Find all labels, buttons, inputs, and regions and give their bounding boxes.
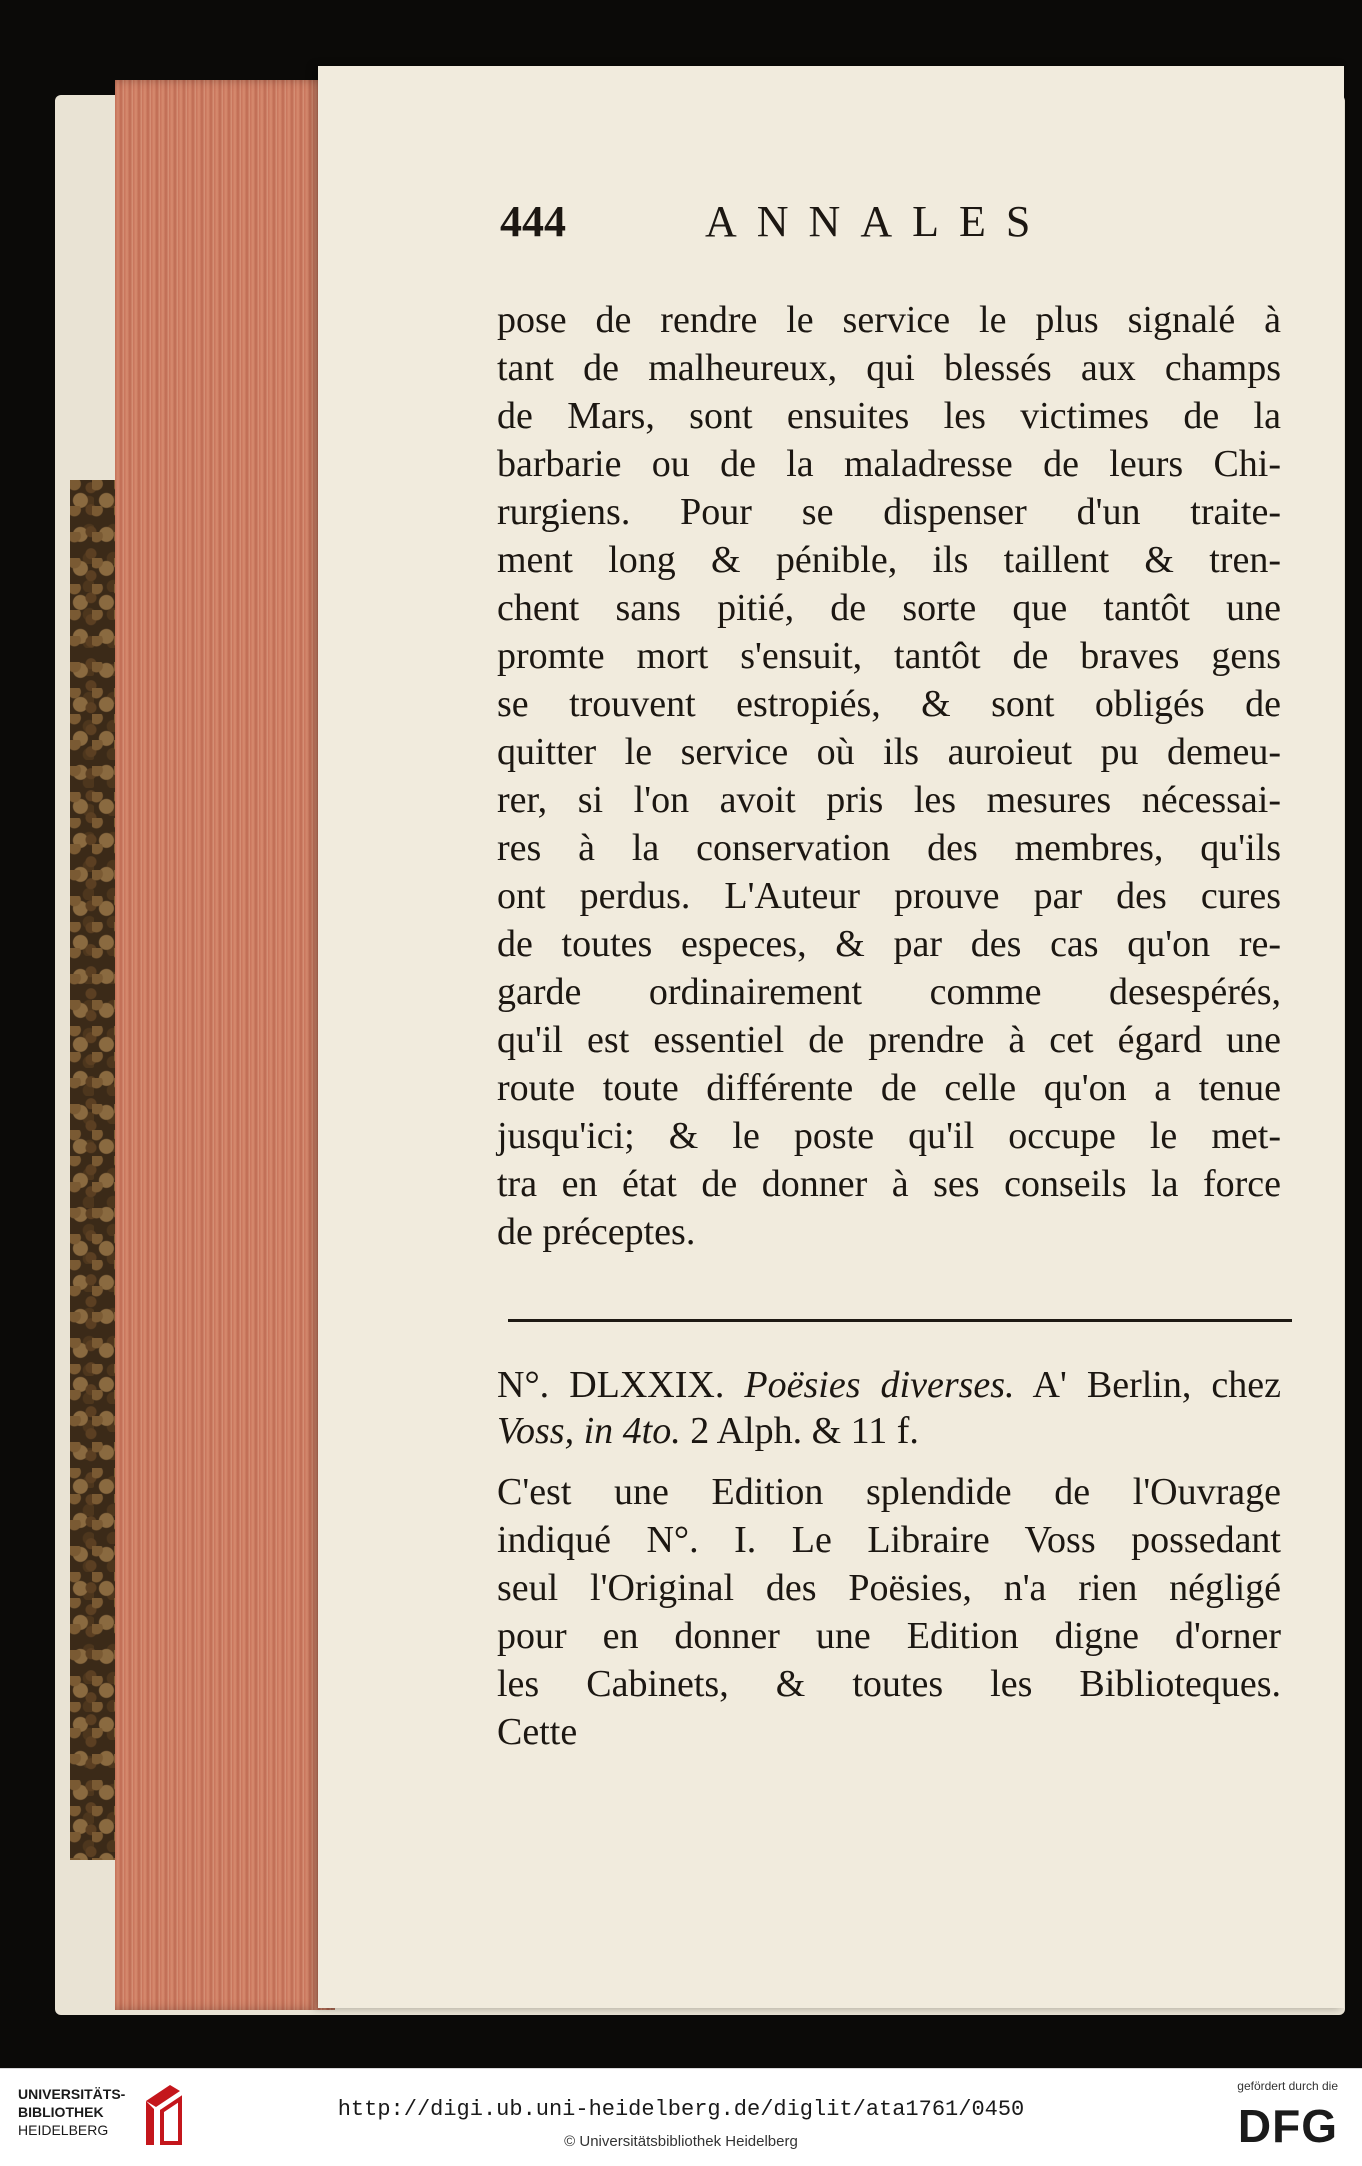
text-line: tant de malheureux, qui blessés aux champs <box>497 347 1281 389</box>
text-line: pose de rendre le service le plus signalé à <box>497 299 1281 341</box>
copyright-text: © Universitätsbibliothek Heidelberg <box>564 2133 798 2150</box>
text-line: jusqu'ici; & le poste qu'il occupe le met- <box>497 1115 1281 1157</box>
funding-caption: gefördert durch die <box>1237 2079 1338 2093</box>
page-url-link[interactable]: http://digi.ub.uni-heidelberg.de/diglit/ata1761/0450 <box>337 2097 1025 2122</box>
text-line: rurgiens. Pour se dispenser d'un traite- <box>497 491 1281 533</box>
entry-description <box>497 1468 1281 1756</box>
text-line: chent sans pitié, de sorte que tantôt une <box>497 587 1281 629</box>
catalog-entry <box>497 1362 1281 1454</box>
section-rule <box>508 1319 1292 1322</box>
entry-title: Poësies diverses. <box>744 1364 1015 1406</box>
dfg-logo[interactable]: DFG <box>1237 2100 1338 2152</box>
text-line: garde ordinairement comme desespérés, <box>497 971 1281 1013</box>
page-header <box>500 196 1300 256</box>
page-fore-edge <box>115 80 335 2010</box>
text-line: de préceptes. <box>497 1211 696 1253</box>
running-title: ANNALES <box>705 197 1051 246</box>
entry-format: in 4to. <box>583 1410 681 1452</box>
text-line: de toutes especes, & par des cas qu'on re- <box>497 923 1281 965</box>
text-line: qu'il est essentiel de prendre à cet égard une <box>497 1019 1281 1061</box>
viewer-footer <box>0 2068 1362 2166</box>
text-line: C'est une Edition splendide de l'Ouvrage <box>497 1471 1281 1513</box>
text-line: indiqué N°. I. Le Libraire Voss possedant <box>497 1519 1281 1561</box>
page-number: 444 <box>500 197 566 246</box>
text-line: se trouvent estropiés, & sont obligés de <box>497 683 1281 725</box>
library-name-line1: UNIVERSITÄTS- <box>18 2086 126 2102</box>
text-line: res à la conservation des membres, qu'ils <box>497 827 1281 869</box>
text-line: tra en état de donner à ses conseils la force <box>497 1163 1281 1205</box>
catchword: Cette <box>497 1711 578 1753</box>
library-name-line3: HEIDELBERG <box>18 2122 109 2138</box>
text-line: ont perdus. L'Auteur prouve par des cures <box>497 875 1281 917</box>
entry-extent: 2 Alph. & 11 f. <box>690 1410 919 1452</box>
text-line: promte mort s'ensuit, tantôt de braves gens <box>497 635 1281 677</box>
text-line: seul l'Original des Poësies, n'a rien négligé <box>497 1567 1281 1609</box>
text-line: pour en donner une Edition digne d'orner <box>497 1615 1281 1657</box>
entry-place: A' Berlin, chez <box>1032 1364 1282 1406</box>
text-line: quitter le service où ils auroieut pu demeu- <box>497 731 1281 773</box>
text-line: ment long & pénible, ils taillent & tren- <box>497 539 1281 581</box>
text-line: de Mars, sont ensuites les victimes de la <box>497 395 1281 437</box>
text-line: route toute différente de celle qu'on a tenue <box>497 1067 1281 1109</box>
text-line: barbarie ou de la maladresse de leurs Chi- <box>497 443 1281 485</box>
text-line: les Cabinets, & toutes les Biblioteques. <box>497 1663 1281 1705</box>
text-line: rer, si l'on avoit pris les mesures nécessai- <box>497 779 1281 821</box>
library-name-line2: BIBLIOTHEK <box>18 2104 104 2120</box>
entry-number: N°. DLXXIX. <box>497 1364 725 1406</box>
entry-publisher: Voss, <box>497 1410 575 1452</box>
body-text <box>497 296 1281 1256</box>
